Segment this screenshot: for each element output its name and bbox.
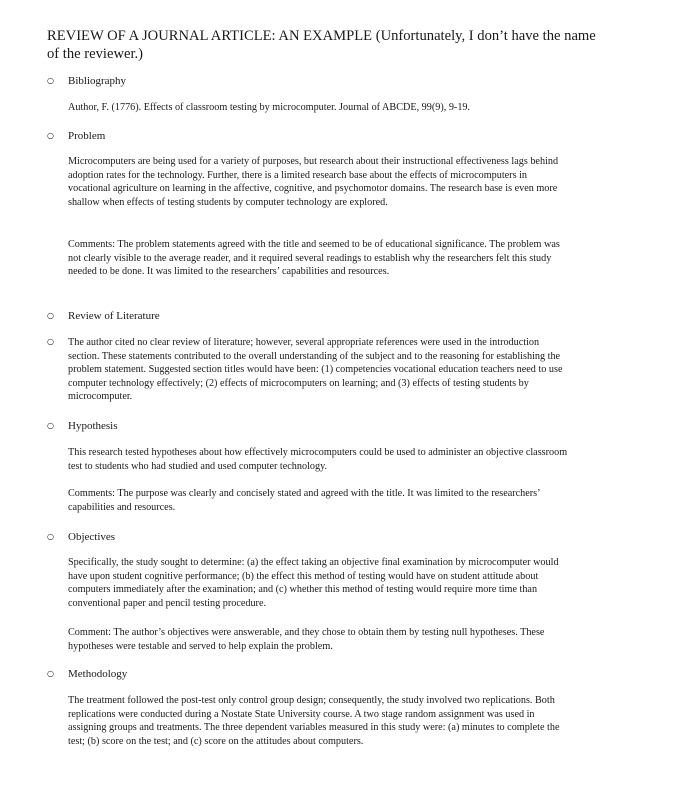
methodology-paragraph: The treatment followed the post-test only control group design; consequently, the study involved two replications. Both replications were conducted during a Nostate State University course. A two stage random assignment was used in assigning groups and treatments. The three dependent variables measured in this study were: (a) minutes to complete the test; (b) score on the test; and (c) score on the attitudes about computers. [68,695,560,747]
section-heading-literature: ○ Review of Literature [47,310,160,322]
hypothesis-comments: Comments: The purpose was clearly and concisely stated and agreed with the title. It was limited to the researchers’ capabilities and resources. [68,488,540,513]
objectives-comments: Comment: The author’s objectives were answerable, and they chose to obtain them by testing null hypotheses. These hypotheses were testable and served to help explain the problem. [68,627,545,652]
section-heading-bibliography: ○ Bibliography [47,75,127,87]
literature-paragraph [47,335,568,404]
problem-comments: Comments: The problem statements agreed with the title and seemed to be of educational significance. The problem was not clearly visible to the average reader, and it required several readings to establish why the researchers felt this study needed to be done. It was limited to the researchers’ capabilities and resources. [68,239,560,278]
bullet-icon: ○ [47,76,54,85]
literature-text: The author cited no clear review of literature; however, several appropriate references were used in the introduction section. These statements contributed to the overall understanding of the subject and to the reasoning for establishing the problem statement. Suggested section titles would have been: (1) competencies vocational education teachers need to use computer technology effectively; (2) effects of microcomputers on learning; and (3) effects of testing students by microcomputer. [68,337,563,403]
section-heading-methodology: ○ Methodology [47,668,128,680]
hypothesis-paragraph: This research tested hypotheses about how effectively microcomputers could be used to administer an objective classroom test to students who had studied and used computer technology. [68,447,568,472]
section-heading-hypothesis: ○ Hypothesis [47,420,118,432]
bullet-icon: ○ [47,311,54,320]
bullet-icon: ○ [47,669,54,678]
bullet-icon: ○ [47,532,54,541]
bullet-icon: ○ [47,131,54,140]
bibliography-citation: Author, F. (1776). Effects of classroom testing by microcomputer. Journal of ABCDE, 99(9), 9-19. [68,102,471,113]
problem-paragraph: Microcomputers are being used for a variety of purposes, but research about their instructional effectiveness lags behind adoption rates for the technology. Further, there is a limited research base about the effects of microcomputers in vocational agriculture on learning in the affective, cognitive, and psychomotor domains. The research base is even more shallow when effects of testing students by computer technology are explored. [68,156,559,208]
objectives-paragraph: Specifically, the study sought to determine: (a) the effect taking an objective final examination by microcomputer would have upon student cognitive performance; (b) the effect this method of testing would have on student attitude about computers immediately after the examination; and (c) whether this method of testing would require more time than conventional paper and pencil testing procedure. [68,557,559,609]
section-heading-objectives: ○ Objectives [47,531,116,543]
document-title: REVIEW OF A JOURNAL ARTICLE: AN EXAMPLE (Unfortunately, I don’t have the name of the reviewer.) [47,28,596,62]
section-heading-problem: ○ Problem [47,130,106,142]
bullet-icon: ○ [47,337,54,346]
bullet-icon: ○ [47,421,54,430]
